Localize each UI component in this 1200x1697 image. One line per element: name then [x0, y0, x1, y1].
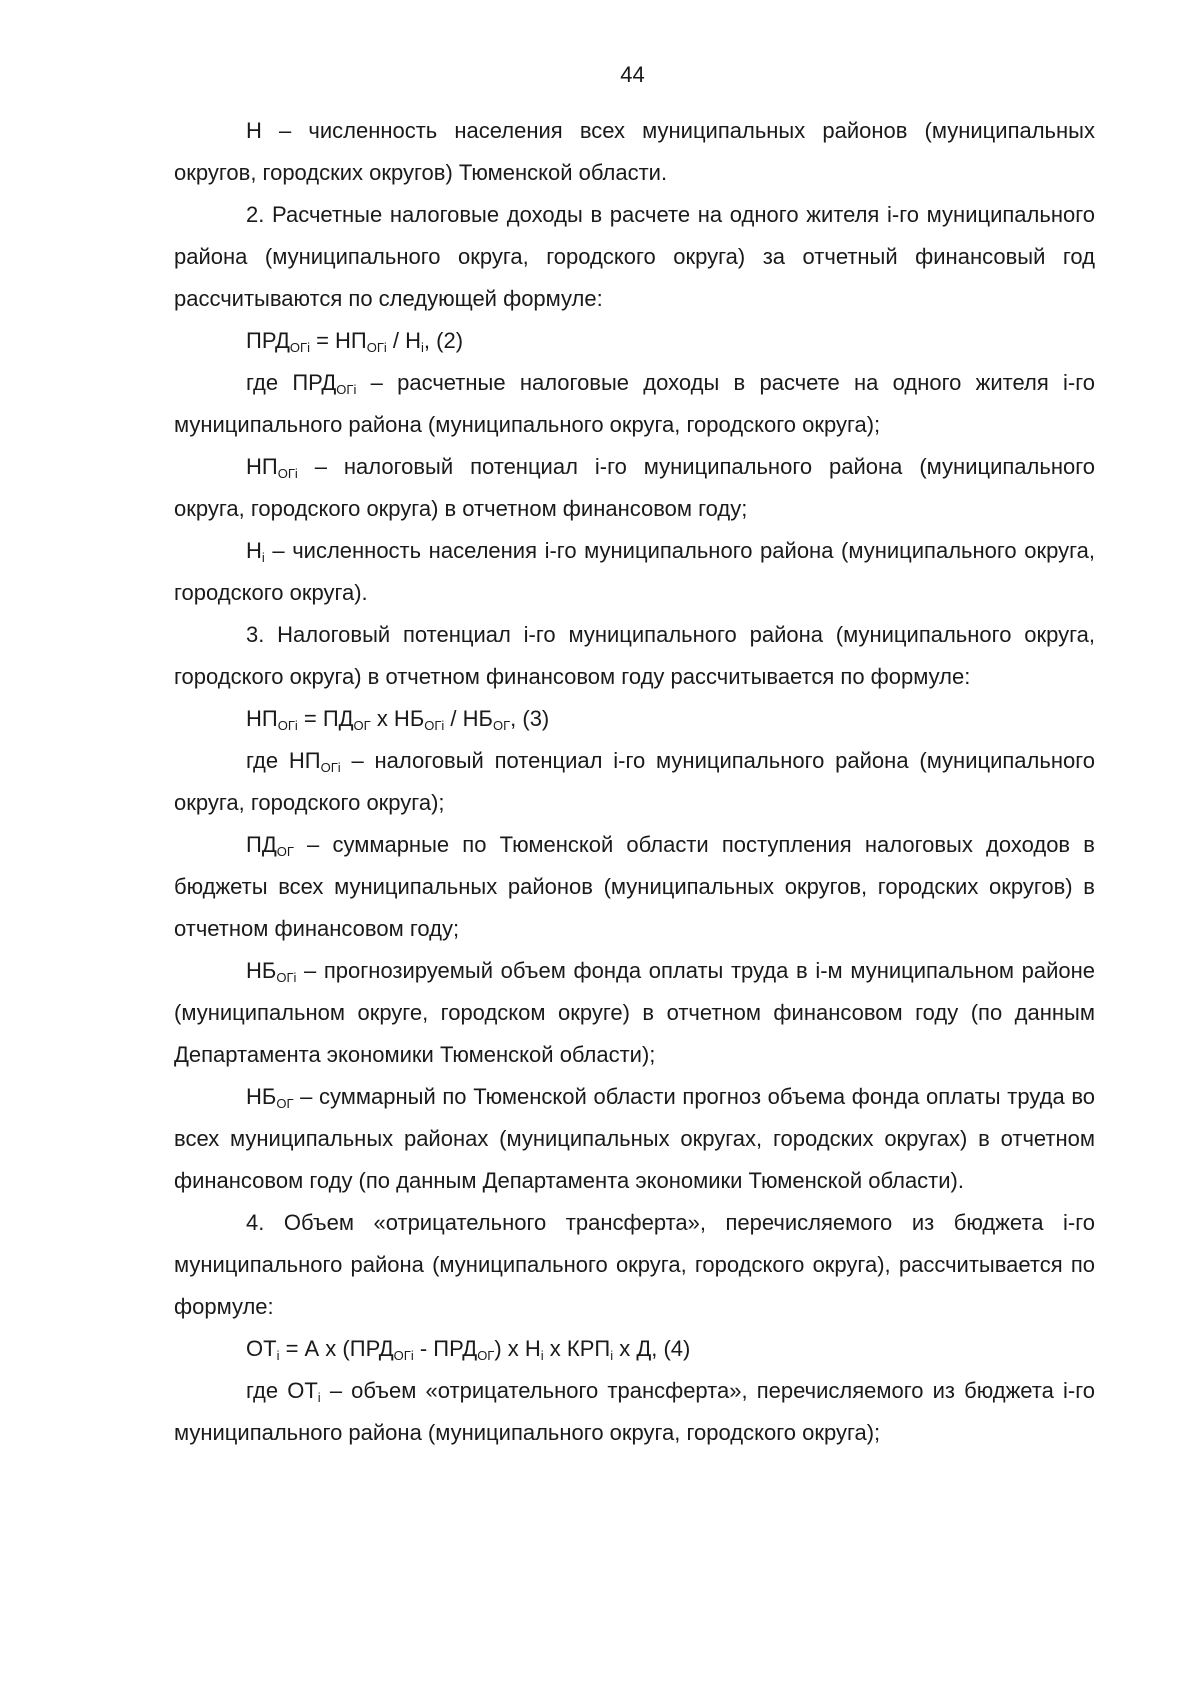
body-paragraph: $НБ_{ОГ}$ – суммарный по Тюменской области прогноз объема фонда оплаты труда во всех муниципальных районах (муниципальных округах, городских округах) в отчетном финансовом году (по данным Департамента экономики Тюменской области).: [174, 1084, 1095, 1193]
body-paragraph: 4. Объем «отрицательного трансферта», перечисляемого из бюджета i-го муниципального района (муниципального округа, городского округа), рассчитывается по формуле:: [174, 1210, 1095, 1319]
body-paragraph: 3. Налоговый потенциал i-го муниципального района (муниципального округа, городского округа) в отчетном финансовом году рассчитывается по формуле:: [174, 622, 1095, 689]
body-paragraph: где $НП_{ОГi}$ – налоговый потенциал i-го муниципального района (муниципального округа, городского округа);: [174, 748, 1095, 815]
body-paragraph: где $ОТ_i$ – объем «отрицательного трансферта», перечисляемого из бюджета i-го муниципального района (муниципального округа, городского округа);: [174, 1378, 1095, 1445]
body-paragraph: $НП_{ОГi}$ – налоговый потенциал i-го муниципального района (муниципального округа, городского округа) в отчетном финансовом году;: [174, 454, 1095, 521]
body-paragraph: 2. Расчетные налоговые доходы в расчете на одного жителя i-го муниципального района (муниципального округа, городского округа) за отчетный финансовый год рассчитываются по следующей формуле:: [174, 202, 1095, 311]
page-number: 44: [620, 62, 645, 87]
formula-paragraph: $ОТ_i = А$ х $(ПРД_{ОГi} - ПРД_{ОГ})$ х $Н_i$ х $КРП_i$ х Д, (4): [246, 1336, 691, 1363]
body-paragraph: Н – численность населения всех муниципальных районов (муниципальных округов, городских округов) Тюменской области.: [174, 118, 1095, 185]
formula-paragraph: $НП_{ОГi} = ПД_{ОГ}$ х $НБ_{ОГi} / НБ_{ОГ}$, (3): [246, 706, 550, 733]
body-paragraph: где $ПРД_{ОГi}$ – расчетные налоговые доходы в расчете на одного жителя i-го муниципального района (муниципального округа, городского округа);: [174, 370, 1095, 437]
body-paragraph: $ПД_{ОГ}$ – суммарные по Тюменской области поступления налоговых доходов в бюджеты всех муниципальных районов (муниципальных округов, городских округов) в отчетном финансовом году;: [174, 832, 1095, 941]
formula-paragraph: $ПРД_{ОГi} = НП_{ОГi} / Н_i$, (2): [246, 328, 464, 355]
body-paragraph: $Н_i$ – численность населения i-го муниципального района (муниципального округа, городского округа).: [174, 538, 1095, 605]
body-paragraph: $НБ_{ОГi}$ – прогнозируемый объем фонда оплаты труда в i-м муниципальном районе (муниципальном округе, городском округе) в отчетном финансовом году (по данным Департамента экономики Тюменской области);: [174, 958, 1095, 1067]
document-body: [174, 110, 1095, 1454]
